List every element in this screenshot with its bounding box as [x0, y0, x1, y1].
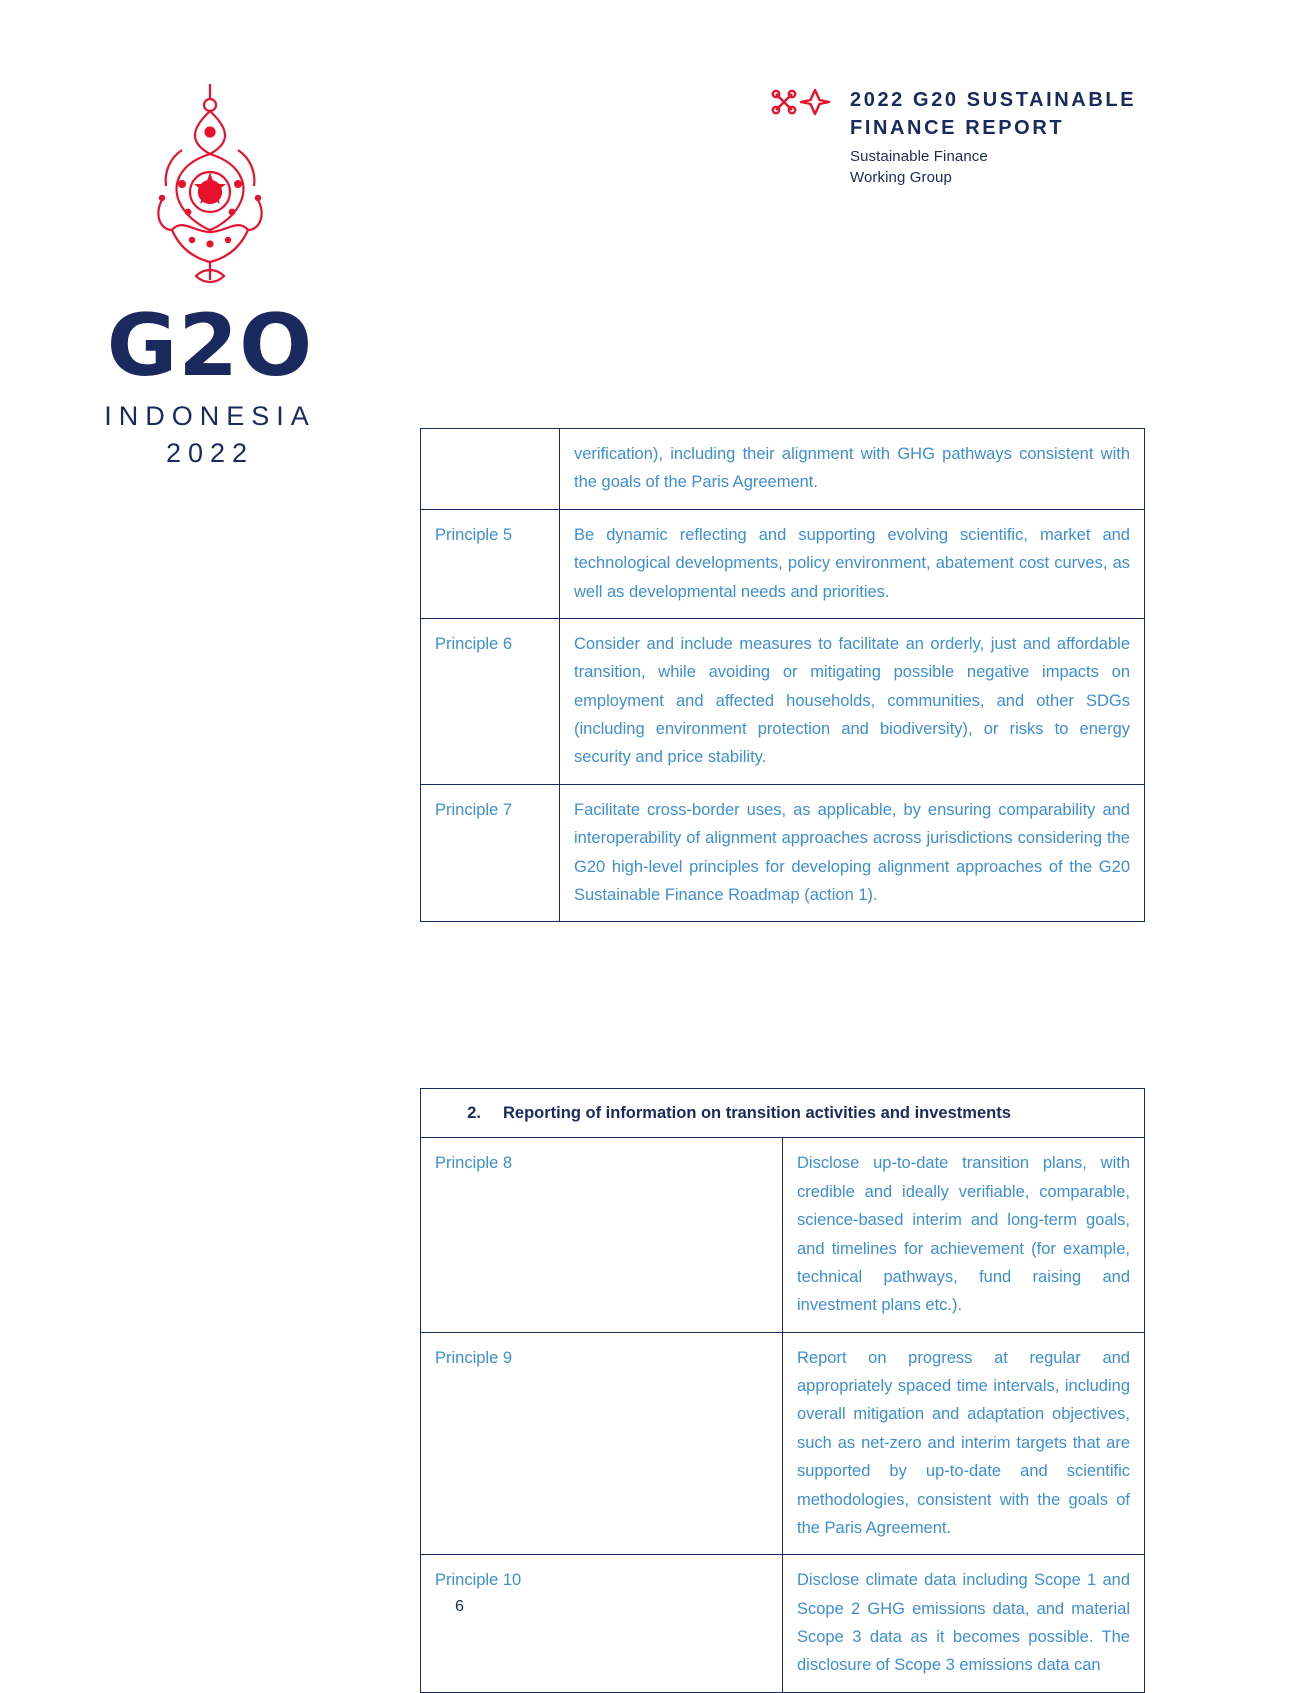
table-section-header-row [421, 1089, 1145, 1138]
report-title: 2022 G20 SUSTAINABLE FINANCE REPORT [850, 89, 1137, 140]
indonesian-batik-ornament-icon [148, 80, 273, 295]
g20-indonesia-logo [95, 80, 325, 469]
table-row [421, 784, 1145, 922]
g20-indonesia-flag-icon [770, 88, 840, 122]
principles-table-part-1 [420, 428, 1145, 922]
principle-label: Principle 10 [421, 1555, 783, 1693]
principle-text: Disclose up-to-date transition plans, with credible and ideally verifiable, comparable, science-based interim and long-term goals, and timelines for achievement (for example, technical pathways, fund raising and investment plans etc.). [783, 1138, 1145, 1332]
principle-text: Disclose climate data including Scope 1 and Scope 2 GHG emissions data, and material Scope 3 data as it becomes possible. The disclosure of Scope 3 emissions data can [783, 1555, 1145, 1693]
page-number: 6 [455, 1598, 464, 1615]
table-row [421, 1138, 1145, 1332]
table-row [421, 618, 1145, 784]
table-row [421, 1332, 1145, 1555]
working-group-line-2: Working Group [850, 169, 952, 187]
logo-country: INDONESIA [104, 401, 316, 431]
section-title: Reporting of information on transition activities and investments [503, 1104, 1011, 1122]
table-row [421, 429, 1145, 510]
principle-label: Principle 6 [421, 618, 560, 784]
principle-text: verification), including their alignment with GHG pathways consistent with the goals of the Paris Agreement. [560, 429, 1145, 510]
section-number: 2. [467, 1104, 481, 1122]
principle-text: Report on progress at regular and appropriately spaced time intervals, including overall mitigation and adaptation objectives, such as net-zero and interim targets that are supported by up-to-date and scientific methodologies, consistent with the goals of the Paris Agreement. [783, 1332, 1145, 1555]
principle-label: Principle 7 [421, 784, 560, 922]
principle-text: Facilitate cross-border uses, as applicable, by ensuring comparability and interoperability of alignment approaches across jurisdictions considering the G20 high-level principles for developing alignment approaches of the G20 Sustainable Finance Roadmap (action 1). [560, 784, 1145, 922]
logo-wordmark: G2O [106, 296, 314, 396]
logo-year: 2022 [165, 438, 255, 468]
principle-text: Be dynamic reflecting and supporting evolving scientific, market and technological developments, policy environment, abatement cost curves, as well as developmental needs and priorities. [560, 509, 1145, 618]
principle-text: Consider and include measures to facilitate an orderly, just and affordable transition, while avoiding or mitigating possible negative impacts on employment and affected households, communities, and other SDGs (including environment protection and biodiversity), or risks to energy security and price stability. [560, 618, 1145, 784]
section-header [421, 1089, 1145, 1138]
table-row [421, 1555, 1145, 1693]
principle-label [421, 429, 560, 510]
working-group-label [850, 146, 988, 189]
working-group-line-1: Sustainable Finance [850, 148, 988, 165]
principle-label: Principle 9 [421, 1332, 783, 1555]
principles-table-part-2 [420, 1088, 1145, 1693]
table-row [421, 509, 1145, 618]
principle-label: Principle 8 [421, 1138, 783, 1332]
principle-label: Principle 5 [421, 509, 560, 618]
